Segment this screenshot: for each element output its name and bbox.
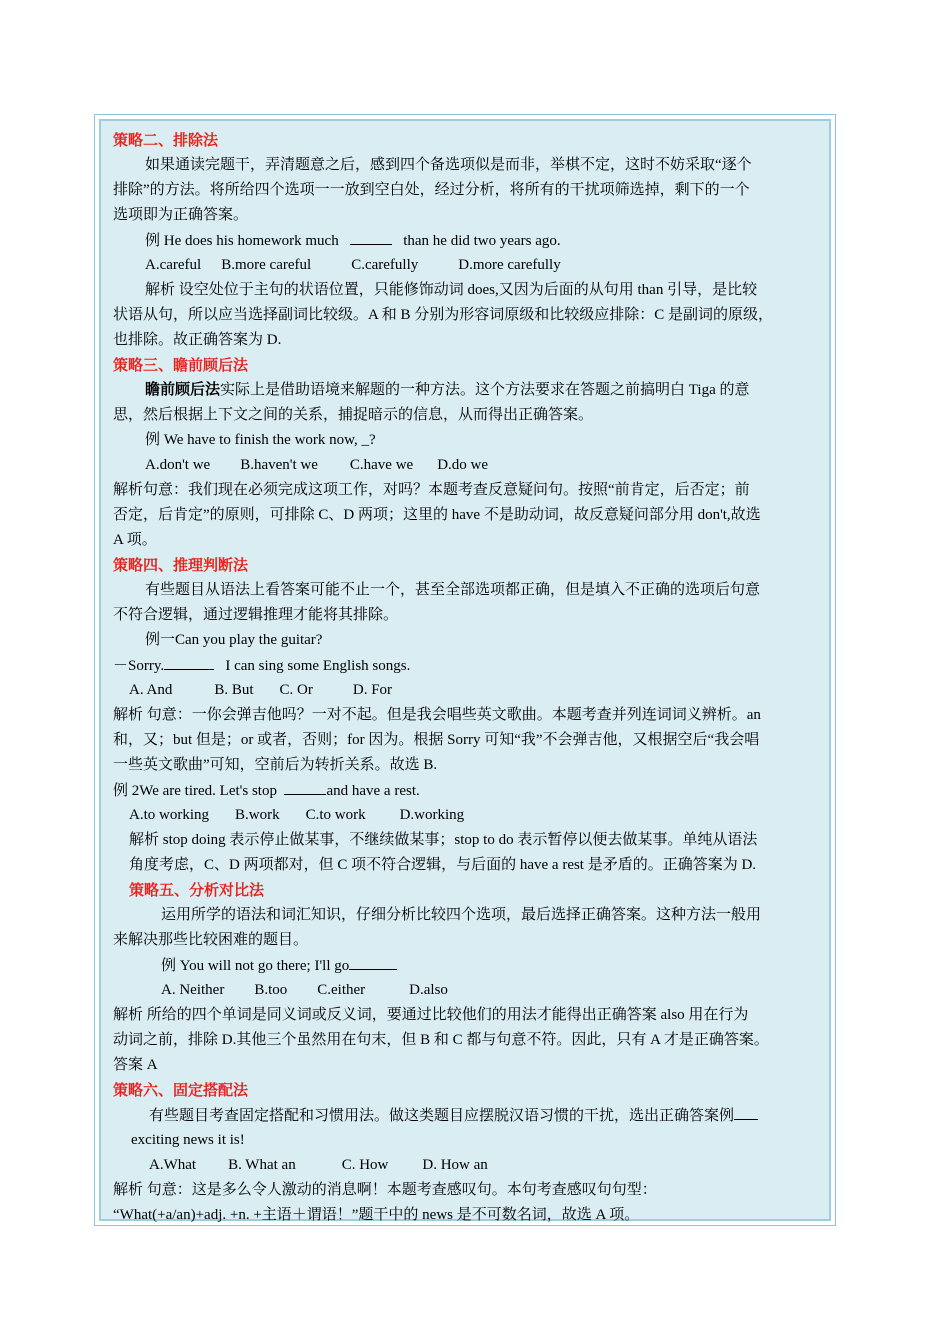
paragraph-line: 不符合逻辑，通过逻辑推理才能将其排除。 <box>113 607 399 623</box>
answer-blank <box>734 1105 758 1120</box>
option-row: A.don't we B.haven't we C.have we D.do we <box>145 457 489 473</box>
analysis-line: 解析 句意：一你会弹吉他吗？一对不起。但是我会唱些英文歌曲。本题考查并列连词词义辨析。an <box>113 707 761 723</box>
example-question: 例 He does his homework much than he did two years ago. <box>145 230 561 251</box>
option-row: A. And B. But C. Or D. For <box>129 682 393 698</box>
paragraph-line: 思，然后根据上下文之间的关系，捕捉暗示的信息，从而得出正确答案。 <box>113 407 594 423</box>
answer-blank <box>349 955 397 970</box>
section-heading-comparison: 策略五、分析对比法 <box>129 881 265 899</box>
paragraph-line: 如果通读完题干，弄清题意之后，感到四个备选项似是而非，举棋不定，这时不妨采取“逐个 <box>145 157 752 173</box>
paragraph-line: 有些题目考查固定搭配和习惯用法。做这类题目应摆脱汉语习惯的干扰，选出正确答案例 <box>149 1105 758 1126</box>
option-row: A.What B. What an C. How D. How an <box>149 1157 488 1173</box>
analysis-line: 解析 设空处位于主句的状语位置，只能修饰动词 does,又因为后面的从句用 than 引导，是比较 <box>145 282 758 298</box>
paragraph-line: 来解决那些比较困难的题目。 <box>113 932 309 948</box>
example-question: 例 2We are tired. Let's stop and have a rest. <box>113 780 420 801</box>
analysis-line: “What(+a/an)+adj. +n. +主语＋谓语！”题干中的 news 是不可数名词，故选 A 项。 <box>113 1207 640 1223</box>
analysis-line: 和，又；but 但是；or 或者，否则；for 因为。根据 Sorry 可知“我”不会弹吉他，又根据空后“我会唱 <box>113 732 760 748</box>
answer-blank <box>284 780 326 795</box>
option-row: A. Neither B.too C.either D.also <box>161 982 448 998</box>
example-question: 例 We have to finish the work now, _? <box>145 432 376 448</box>
analysis-line: 解析 句意：这是多么令人激动的消息啊！本题考查感叹句。本句考查感叹句句型： <box>113 1182 657 1198</box>
analysis-line: 状语从句，所以应当选择副词比较级。A 和 B 分别为形容词原级和比较级应排除：C 是副词的原级， <box>113 307 774 323</box>
paragraph-line: 有些题目从语法上看答案可能不止一个，甚至全部选项都正确，但是填入不正确的选项后句意 <box>145 582 761 598</box>
analysis-line: A 项。 <box>113 532 157 548</box>
section-heading-elimination: 策略二、排除法 <box>113 131 219 149</box>
example-question: 例 You will not go there; I'll go <box>161 955 397 976</box>
analysis-line: 动词之前，排除 D.其他三个虽然用在句末，但 B 和 C 都与句意不符。因此，只有 A 才是正确答案。 <box>113 1032 769 1048</box>
answer-blank <box>164 655 214 670</box>
answer-blank <box>350 230 392 245</box>
analysis-line: 解析 所给的四个单词是同义词或反义词，要通过比较他们的用法才能得出正确答案 also 用在行为 <box>113 1007 749 1023</box>
paragraph-line: 排除”的方法。将所给四个选项一一放到空白处，经过分析，将所有的干扰项筛选掉，剩下的一个 <box>113 182 750 198</box>
option-row: A.careful B.more careful C.carefully D.more carefully <box>145 257 561 273</box>
paragraph-line: 瞻前顾后法实际上是借助语境来解题的一种方法。这个方法要求在答题之前搞明白 Tiga 的意 <box>145 382 750 398</box>
analysis-line: 否定，后肯定”的原则，可排除 C、D 两项；这里的 have 不是助动词，故反意疑问部分用 don't,故选 <box>113 507 761 523</box>
section-heading-collocation: 策略六、固定搭配法 <box>113 1081 249 1099</box>
analysis-line: 答案 A <box>113 1057 158 1073</box>
analysis-line: 也排除。故正确答案为 D. <box>113 332 282 348</box>
analysis-line: 角度考虑，C、D 两项都对，但 C 项不符合逻辑，与后面的 have a rest 是矛盾的。正确答案为 D. <box>129 857 757 873</box>
paragraph-line: exciting news it is! <box>131 1132 245 1148</box>
content-panel <box>99 119 831 1221</box>
section-heading-reasoning: 策略四、推理判断法 <box>113 556 249 574</box>
paragraph-line: 运用所学的语法和词汇知识，仔细分析比较四个选项，最后选择正确答案。这种方法一般用 <box>161 907 762 923</box>
analysis-line: 一些英文歌曲”可知，空前后为转折关系。故选 B. <box>113 757 438 773</box>
paragraph-line: 选项即为正确答案。 <box>113 207 249 223</box>
analysis-line: 解析 stop doing 表示停止做某事，不继续做某事；stop to do 表示暂停以便去做某事。单纯从语法 <box>129 832 758 848</box>
option-row: A.to working B.work C.to work D.working <box>129 807 465 823</box>
section-heading-context: 策略三、瞻前顾后法 <box>113 356 249 374</box>
analysis-line: 解析句意：我们现在必须完成这项工作，对吗？本题考查反意疑问句。按照“前肯定，后否定；前 <box>113 482 750 498</box>
example-response: －Sorry. I can sing some English songs. <box>113 655 410 676</box>
example-question: 例一Can you play the guitar? <box>145 632 323 648</box>
content-frame <box>94 114 836 1226</box>
